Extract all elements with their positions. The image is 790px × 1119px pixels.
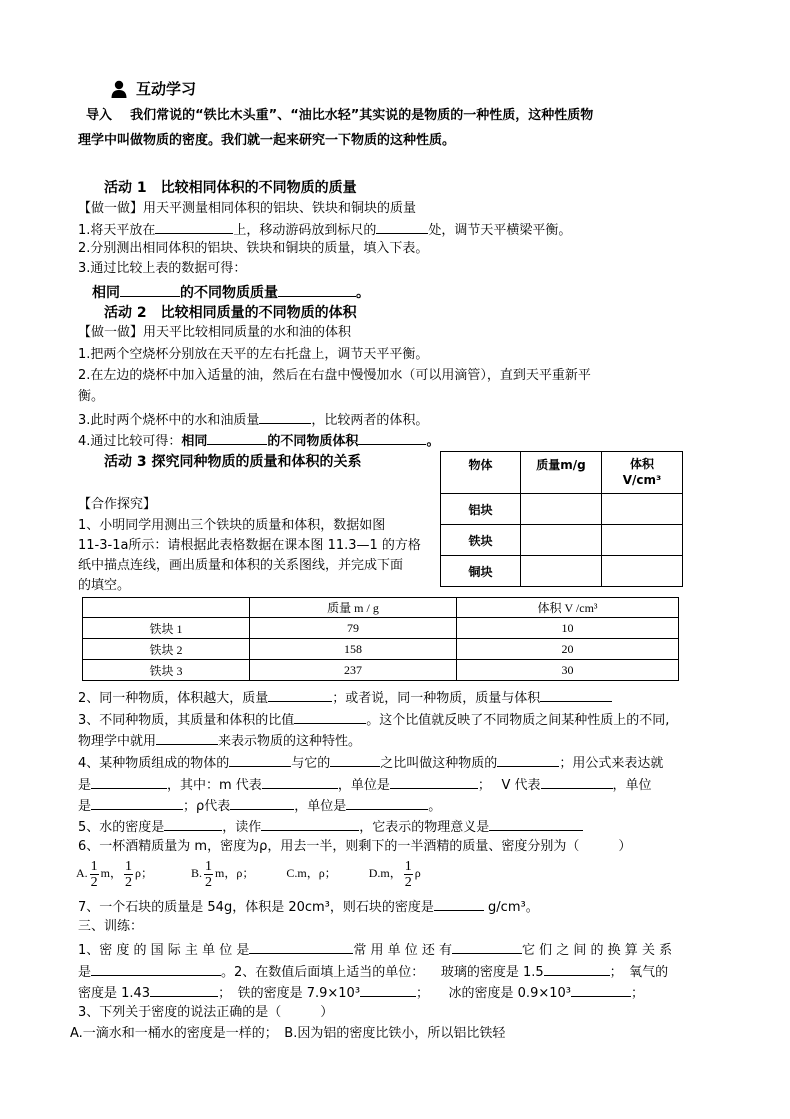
table-row	[83, 639, 679, 660]
text: 的不同物质质量	[180, 285, 278, 301]
header-cell: 体积 V /cm³	[457, 598, 679, 618]
row-label: 铜块	[441, 556, 521, 587]
numerator: 1	[404, 858, 412, 874]
table-row	[83, 660, 679, 681]
cell-volume: 30	[457, 660, 679, 681]
activity2-title: 活动 2 比较相同质量的不同物质的体积	[104, 305, 357, 321]
text: 4.通过比较可得：	[78, 434, 182, 449]
text: 是	[78, 778, 92, 793]
blank[interactable]	[452, 940, 522, 954]
text: 与它的	[291, 756, 331, 771]
blank[interactable]	[229, 753, 291, 767]
q7	[78, 897, 539, 917]
option-a-label: A.	[76, 866, 88, 880]
blank[interactable]	[268, 688, 332, 702]
blank[interactable]	[294, 710, 366, 724]
blank[interactable]	[150, 983, 218, 997]
t3-option-a: A.一滴水和一桶水的密度是一样的； B.因为铝的密度比铁小，所以铝比铁轻	[70, 1026, 506, 1041]
q4-line2	[78, 775, 652, 795]
text: 来表示物质的这种特性。	[218, 734, 362, 749]
text: 上，移动游码放到标尺的	[233, 223, 377, 238]
text: 7、一个石块的质量是 54g，体积是 20cm³，则石块的密度是	[78, 900, 434, 915]
text: ；ρ代表	[183, 799, 231, 814]
blank[interactable]	[156, 731, 218, 745]
blank[interactable]	[376, 220, 428, 234]
cell-mass: 79	[250, 618, 457, 639]
text: 1、密 度 的 国 际 主 单 位 是	[78, 943, 250, 958]
q1-line3: 纸中描点连线，画出质量和体积的关系图线，并完成下面	[78, 558, 404, 573]
header-cell	[83, 598, 250, 618]
section-title: 互动学习	[136, 80, 197, 98]
blank[interactable]	[91, 796, 183, 810]
blank[interactable]	[541, 775, 613, 789]
text: 。	[426, 434, 440, 449]
denominator: 2	[90, 874, 98, 890]
input-cell[interactable]	[521, 494, 602, 525]
header-cell: 质量 m / g	[250, 598, 457, 618]
header-cell	[602, 452, 683, 494]
activity2-doit: 【做一做】用天平比较相同质量的水和油的体积	[78, 325, 352, 340]
header-cell: 质量m/g	[521, 452, 602, 494]
input-cell[interactable]	[602, 494, 683, 525]
text: 3.此时两个烧杯中的水和油质量	[78, 413, 260, 428]
input-cell[interactable]	[521, 525, 602, 556]
denominator: 2	[205, 874, 213, 890]
text: 之比叫做这种物质的	[380, 756, 498, 771]
input-cell[interactable]	[602, 525, 683, 556]
text: ；	[630, 986, 644, 1001]
text: ，单位是	[294, 799, 347, 814]
t2-line	[78, 983, 644, 1003]
option-d-label: D.m，	[368, 866, 402, 880]
blank[interactable]	[540, 688, 612, 702]
cell-name: 铁块 3	[83, 660, 250, 681]
text: 2、同一种物质，体积越大，质量	[78, 691, 269, 706]
blank[interactable]	[489, 817, 583, 831]
blank[interactable]	[261, 817, 359, 831]
text: 。	[428, 799, 442, 814]
text: m，ρ；	[215, 866, 255, 880]
text: ； V 代表	[477, 778, 541, 793]
text: ； 氧气的	[609, 965, 669, 980]
blank[interactable]	[360, 983, 416, 997]
row-label: 铁块	[441, 525, 521, 556]
text: ； 铁的密度是 7.9×10³	[218, 986, 361, 1001]
text: 常 用 单 位 还 有	[353, 943, 453, 958]
text: 玻璃的密度是 1.5	[440, 965, 544, 980]
q6-options	[76, 856, 421, 890]
cell-name: 铁块 2	[83, 639, 250, 660]
cell-volume: 10	[457, 618, 679, 639]
person-icon	[110, 80, 128, 98]
blank[interactable]	[390, 775, 478, 789]
q4-line3	[78, 796, 441, 816]
intro-text: 我们常说的“铁比木头重”、“油比水轻”其实说的是物质的一种性质，这种性质物	[130, 108, 594, 123]
text: ；用公式来表达就	[559, 756, 664, 771]
t1-line2	[78, 962, 668, 982]
blank[interactable]	[91, 962, 221, 976]
blank[interactable]	[120, 283, 180, 297]
blank[interactable]	[207, 431, 267, 445]
activity2-step2-line2: 衡。	[78, 389, 105, 404]
blank[interactable]	[571, 983, 631, 997]
activity1-step2: 2.分别测出相同体积的铝块、铁块和铜块的质量，填入下表。	[78, 241, 429, 256]
header-cell: 物体	[441, 452, 521, 494]
q2	[78, 688, 612, 708]
cell-volume: 20	[457, 639, 679, 660]
blank[interactable]	[434, 897, 484, 911]
text: 密度是 1.43	[78, 986, 151, 1001]
text: ； 冰的密度是 0.9×10³	[416, 986, 571, 1001]
numerator: 1	[205, 858, 213, 874]
blank[interactable]	[155, 220, 233, 234]
text: ，其中：m 代表	[167, 778, 262, 793]
text: 5、水的密度是	[78, 820, 165, 835]
t3: 3、下列关于密度的说法正确的是（ ）	[78, 1005, 334, 1020]
text: g/cm³。	[488, 900, 539, 915]
q1-line1: 1、小明同学用测出三个铁块的质量和体积，数据如图	[78, 518, 386, 533]
table-row	[83, 618, 679, 639]
material-table	[440, 451, 683, 587]
text: ρ；	[135, 866, 154, 880]
option-b-label: B.	[191, 866, 203, 880]
volume-unit: V/cm³	[622, 473, 662, 487]
text: 物理学中就用	[78, 734, 157, 749]
text: 相同	[92, 285, 120, 301]
activity1-title: 活动 1 比较相同体积的不同物质的质量	[104, 180, 357, 196]
text: ，读作	[222, 820, 262, 835]
text: ，比较两者的体积。	[311, 413, 429, 428]
text: ；或者说，同一种物质，质量与体积	[332, 691, 541, 706]
numerator: 1	[125, 858, 133, 874]
cell-mass: 237	[250, 660, 457, 681]
text: 1.将天平放在	[78, 223, 156, 238]
text: 处，调节天平横梁平衡。	[428, 223, 572, 238]
cell-mass: 158	[250, 639, 457, 660]
text: 4、某种物质组成的物体的	[78, 756, 230, 771]
text: 。2、在数值后面填上适当的单位：	[221, 965, 425, 980]
iron-table	[82, 597, 679, 681]
text: 它 们 之 间 的 换 算 关 系	[522, 943, 673, 958]
blank[interactable]	[259, 410, 311, 424]
activity3-title: 活动 3 探究同种物质的质量和体积的关系	[104, 454, 362, 470]
q3-line1	[78, 710, 669, 730]
blank[interactable]	[230, 796, 294, 810]
training-title: 三、训练：	[78, 919, 144, 934]
blank[interactable]	[330, 753, 380, 767]
fraction-half	[90, 859, 99, 890]
text: 相同	[181, 434, 208, 449]
input-cell[interactable]	[521, 556, 602, 587]
blank[interactable]	[164, 817, 222, 831]
fraction-half	[404, 859, 413, 890]
denominator: 2	[125, 874, 133, 890]
text: ρ	[414, 866, 421, 880]
intro-label: 导入	[86, 108, 113, 123]
activity1-step3: 3.通过比较上表的数据可得：	[78, 261, 247, 276]
q1-line4: 的填空。	[78, 578, 131, 593]
activity2-step4	[78, 431, 439, 451]
volume-header: 体积	[629, 457, 654, 471]
activity2-step2-line1: 2.在左边的烧杯中加入适量的油，然后在右盘中慢慢加水（可以用滴管），直到天平重新平	[78, 368, 591, 383]
coop-label: 【合作探究】	[78, 497, 157, 512]
blank[interactable]	[91, 775, 167, 789]
option-c-label: C.m，ρ；	[286, 866, 337, 880]
activity1-doit: 【做一做】用天平测量相同体积的铝块、铁块和铜块的质量	[78, 201, 417, 216]
q5	[78, 817, 583, 837]
text: 是	[78, 799, 92, 814]
numerator: 1	[90, 858, 98, 874]
intro-line-1	[86, 107, 593, 125]
text: m，	[100, 866, 123, 880]
blank[interactable]	[262, 775, 338, 789]
fraction-half	[204, 859, 213, 890]
fraction-half	[124, 859, 133, 890]
intro-line-2: 理学中叫做物质的密度。我们就一起来研究一下物质的这种性质。	[78, 133, 456, 148]
q3-line2	[78, 731, 361, 751]
text: 。	[356, 285, 370, 301]
text: 。这个比值就反映了不同物质之间某种性质上的不同,	[366, 713, 670, 728]
q4-line1	[78, 753, 663, 773]
text: ，单位	[612, 778, 652, 793]
input-cell[interactable]	[602, 556, 683, 587]
row-label: 铝块	[441, 494, 521, 525]
blank[interactable]	[358, 431, 426, 445]
q1-line2: 11-3-1a所示：请根据此表格数据在课本图 11.3—1 的方格	[78, 538, 421, 553]
cell-name: 铁块 1	[83, 618, 250, 639]
t1-line1	[78, 940, 672, 960]
activity2-step1: 1.把两个空烧杯分别放在天平的左右托盘上，调节天平平衡。	[78, 347, 429, 362]
text: ，它表示的物理意义是	[359, 820, 490, 835]
activity1-conclusion	[92, 283, 370, 302]
activity2-step3	[78, 410, 428, 430]
blank[interactable]	[544, 962, 610, 976]
text: 3、不同种物质，其质量和体积的比值	[78, 713, 295, 728]
blank[interactable]	[497, 753, 559, 767]
text: 是	[78, 965, 92, 980]
text: ，单位是	[337, 778, 390, 793]
blank[interactable]	[346, 796, 428, 810]
denominator: 2	[404, 874, 412, 890]
activity1-step1	[78, 220, 571, 240]
blank[interactable]	[249, 940, 353, 954]
text: 的不同物质体积	[267, 434, 359, 449]
blank[interactable]	[278, 283, 356, 297]
q6: 6、一杯酒精质量为 m，密度为ρ，用去一半，则剩下的一半酒精的质量、密度分别为（ ）	[78, 839, 632, 854]
